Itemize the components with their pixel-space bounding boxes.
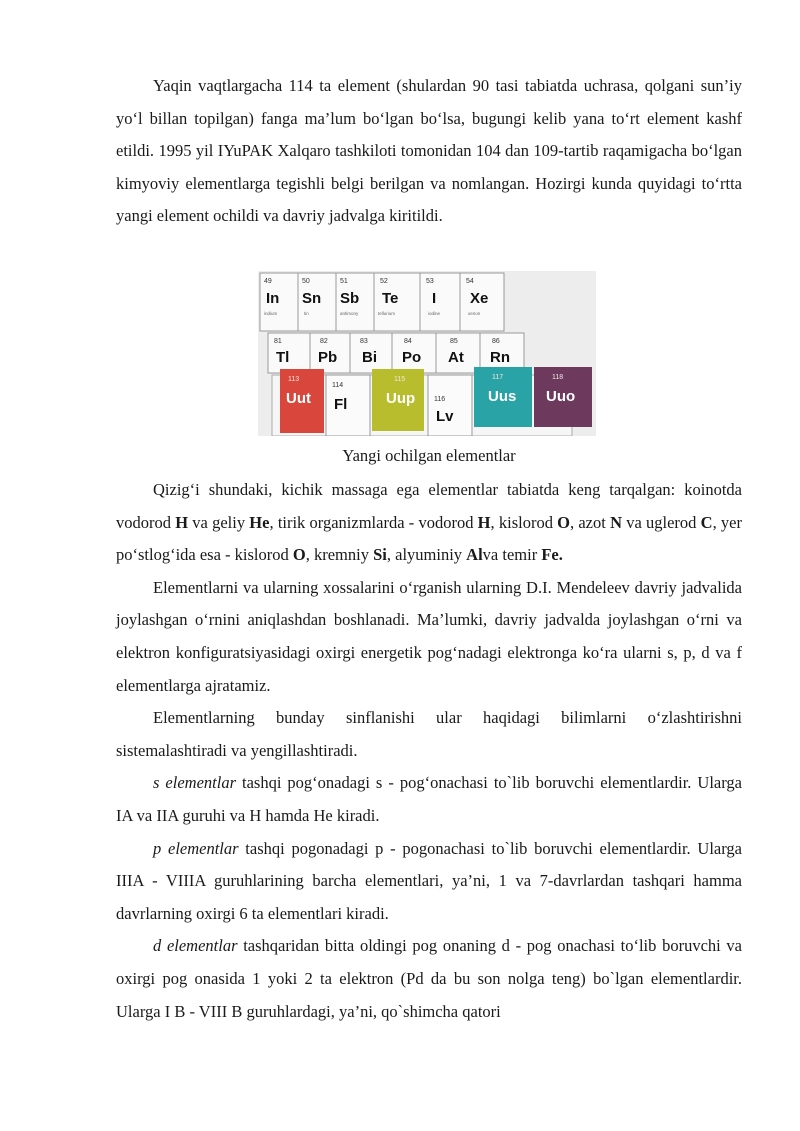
text-run: , kislorod	[490, 512, 558, 532]
paragraph-2	[116, 474, 742, 572]
text-run: , azot	[570, 512, 611, 532]
element-number: 83	[360, 338, 368, 345]
element-symbol: Te	[382, 290, 399, 307]
element-number: 53	[426, 278, 434, 285]
element-number: 118	[552, 374, 564, 381]
new-element-uuo	[534, 367, 592, 427]
element-number: 114	[332, 382, 344, 389]
element-symbol-bold: H	[477, 512, 491, 532]
new-element-uus	[474, 367, 532, 427]
element-name: tin	[304, 311, 309, 316]
element-number: 116	[434, 396, 446, 403]
element-number: 49	[264, 278, 272, 285]
element-number: 85	[450, 338, 458, 345]
term-italic: d elementlar	[153, 936, 238, 956]
element-cell	[374, 273, 420, 331]
paragraph-intro	[116, 70, 742, 233]
element-number: 117	[492, 374, 504, 381]
element-cell	[298, 273, 336, 331]
figure-caption: Yangi ochilgan elementlar	[342, 446, 516, 465]
paragraph-1: Yaqin vaqtlargacha 114 ta element (shulardan 90 tasi tabiatda uchrasa, qolgani sun’iy yo‘l billan topilgan) fanga ma’lum bo‘lgan bo‘lsa, bugungi kelib yana to‘rt element kashf etildi. 1995 yil IYuPAK Xalqaro tashkiloti tomonidan 104 dan 109-tartib raqamigacha bo‘lgan kimyoviy elementlarga tegishli belgi berilgan va nomlangan. Hozirgi kunda quyidagi to‘rtta yangi element ochildi va davriy jadvalga kiritildi.	[116, 76, 742, 226]
element-symbol: Pb	[318, 349, 338, 366]
term-italic: s elementlar	[153, 773, 236, 793]
element-number: 82	[320, 338, 328, 345]
periodic-table-figure	[258, 271, 596, 436]
element-cell	[392, 333, 436, 373]
element-number: 86	[492, 338, 500, 345]
paragraph-body	[116, 474, 742, 1028]
periodic-table-image	[258, 271, 596, 436]
element-symbol-bold: H	[175, 512, 189, 532]
element-cell	[326, 375, 370, 436]
text-run: tashqaridan bitta oldingi pog onaning d - pog onachasi to‘lib boruvchi va oxirgi pog onasida 1 yoki 2 ta elektron (Pd da bu son nolga teng) bo`lgan elementlardir. Ularga I B - VIII B guruhlardagi, ya’ni, qo`shimcha qatori	[116, 936, 742, 1021]
element-cell	[460, 273, 504, 331]
element-cell	[428, 375, 472, 436]
paragraph-4: Elementlarning bunday sinflanishi ular haqidagi bilimlarni o‘zlashtirishni sistemalashtiradi va yengillashtiradi.	[116, 708, 742, 760]
text-run: va uglerod	[622, 512, 701, 532]
element-cell	[420, 273, 460, 331]
term-italic: p elementlar	[153, 838, 239, 858]
element-name: indium	[264, 311, 278, 316]
element-number: 52	[380, 278, 388, 285]
element-symbol-bold: O	[557, 512, 571, 532]
text-run: , tirik organizmlarda - vodorod	[269, 512, 478, 532]
new-element-uut	[280, 369, 324, 433]
element-symbol: Rn	[490, 349, 510, 366]
element-name: antimony	[340, 311, 359, 316]
element-symbol-bold: Al	[466, 545, 483, 565]
element-symbol: Uup	[386, 390, 416, 407]
element-symbol-bold: C	[700, 512, 713, 532]
element-number: 54	[466, 278, 474, 285]
element-number: 50	[302, 278, 310, 285]
paragraph-3: Elementlarni va ularning xossalarini o‘rganish ularning D.I. Mendeleev davriy jadvalida joylashgan o‘rnini aniqlashdan boshlanadi. Ma’lumki, davriy jadvalda joylashgan o‘rni va elektron konfiguratsiyasidagi oxirgi energetik pog‘nadagi elektronga ko‘ra ularni s, p, d va f elementlarga ajratamiz.	[116, 577, 742, 695]
element-symbol: Uut	[286, 390, 311, 407]
element-symbol-bold: Si	[373, 545, 387, 565]
element-cell	[436, 333, 480, 373]
element-symbol-bold: He	[249, 512, 270, 532]
element-number: 113	[288, 376, 300, 383]
element-symbol-bold: Fe.	[541, 545, 563, 565]
element-symbol: Lv	[436, 408, 454, 425]
element-name: iodine	[428, 311, 441, 316]
element-cell	[268, 333, 310, 373]
text-run: va temir	[482, 545, 542, 565]
element-symbol-bold: O	[292, 545, 306, 565]
element-symbol: Uus	[488, 388, 517, 405]
paragraph-5	[116, 767, 742, 832]
element-symbol: Sn	[302, 290, 322, 307]
element-symbol: At	[448, 349, 464, 366]
element-symbol: Po	[402, 349, 422, 366]
text-run: , alyuminiy	[386, 545, 467, 565]
element-name: xenon	[468, 311, 481, 316]
element-symbol: Xe	[470, 290, 489, 307]
text-run: , kremniy	[305, 545, 374, 565]
row-5	[260, 273, 504, 331]
new-element-uup	[372, 369, 424, 431]
text-run: tashqi pogonadagi p - pogonachasi to`lib boruvchi elementlardir. Ularga IIIA - VIIIA guruhlarining barcha elementlari, ya’ni, 1 va 7-davrlardan tashqari hamma davrlarning oxirgi 6 ta elementlari kiradi.	[116, 838, 743, 923]
text-run: Qizig‘i shundaki, kichik massaga ega elementlar tabiatda keng tarqalgan: koinotda vodorod	[116, 480, 742, 532]
element-symbol: I	[432, 290, 437, 307]
element-number: 115	[394, 376, 406, 383]
element-number: 84	[404, 338, 412, 345]
element-cell	[310, 333, 350, 373]
element-symbol: Bi	[362, 349, 377, 366]
element-cell	[336, 273, 374, 331]
paragraph-6	[116, 833, 742, 931]
element-symbol: Tl	[276, 349, 290, 366]
paragraph-7	[116, 930, 742, 1028]
element-symbol: In	[266, 290, 280, 307]
element-cell	[350, 333, 392, 373]
element-number: 51	[340, 278, 348, 285]
element-number: 81	[274, 338, 282, 345]
text-run: , yer po‘stlog‘ida esa - kislorod	[116, 512, 742, 565]
element-symbol: Fl	[334, 396, 348, 413]
element-cell	[260, 273, 298, 331]
text-run: tashqi pog‘onadagi s - pog‘onachasi to`lib boruvchi elementlardir. Ularga IA va IIA guruhi va H hamda He kiradi.	[116, 773, 743, 825]
element-symbol-bold: N	[610, 512, 622, 532]
element-symbol: Sb	[340, 290, 360, 307]
element-name: tellurium	[378, 311, 396, 316]
text-run: va geliy	[188, 512, 250, 532]
element-symbol: Uuo	[546, 388, 576, 405]
